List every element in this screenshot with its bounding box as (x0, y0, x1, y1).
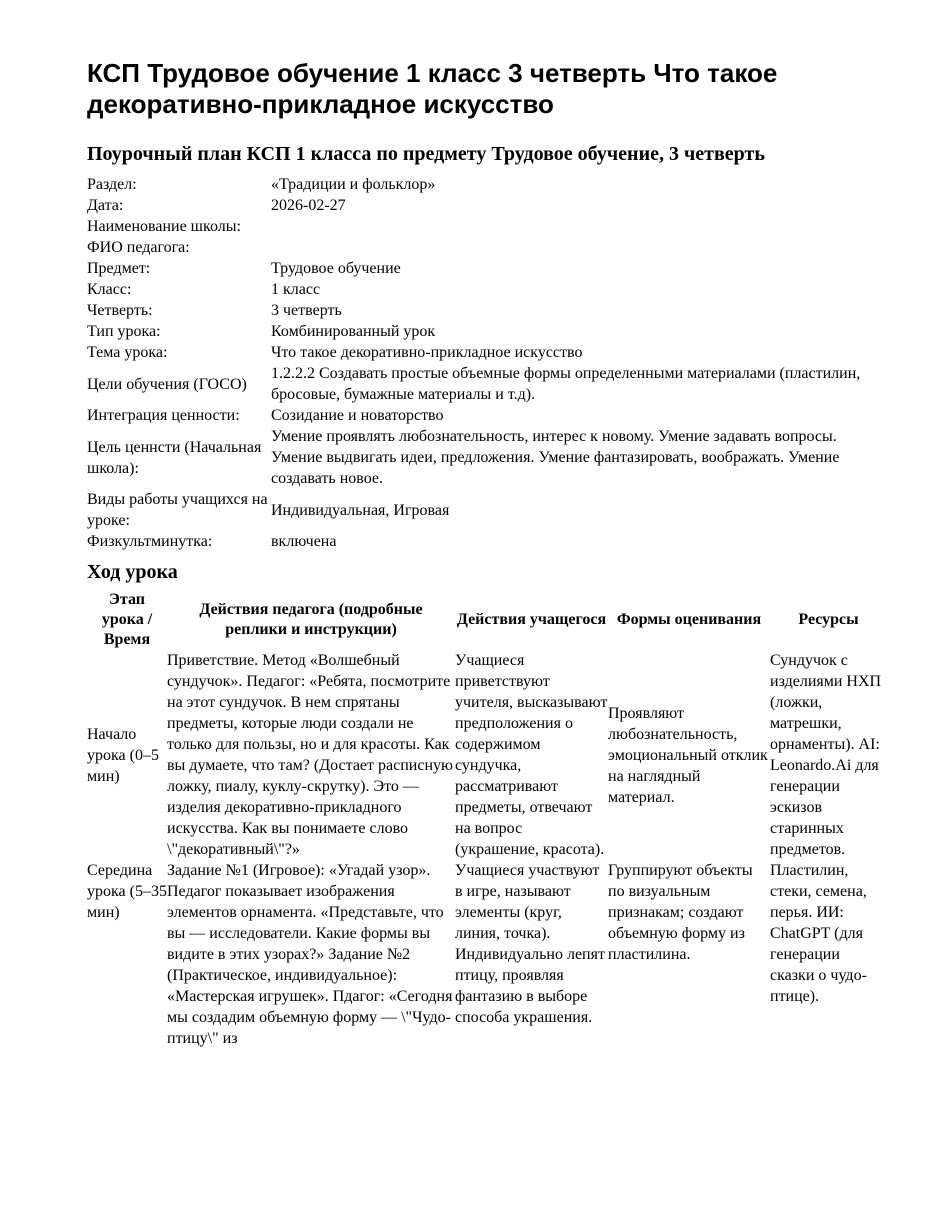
info-value: Трудовое обучение (271, 260, 401, 277)
info-row (87, 216, 861, 237)
lesson-progress-heading: Ход урока (87, 561, 178, 583)
plan-subtitle: Поурочный план КСП 1 класса по предмету Трудовое обучение, 3 четверть (87, 143, 765, 165)
assessment-cell: Проявляют любознательность, эмоциональный отклик на наглядный материал. (608, 704, 768, 806)
info-row (87, 342, 861, 363)
info-row (87, 405, 861, 426)
info-row (87, 321, 861, 342)
teacher-cell: Задание №1 (Игровое): «Угадай узор». Педагог показывает изображения элементов орнамента. «Представьте, что вы — исследователи. Какие формы вы видите в этих узорах?» Задание №2 (Практическое, индивидуальное): «Мастерская игрушек». Пдагог: «Сегодня мы создадим объемную форму — \"Чудо-птицу\" из (167, 862, 453, 1047)
header-assessment: Формы оценивания (616, 611, 762, 628)
info-key: Физкультминутка: (87, 533, 213, 550)
info-row (87, 531, 861, 552)
info-value (271, 216, 861, 237)
info-key: Тема урока: (87, 344, 168, 361)
student-cell: Учащиеся приветствуют учителя, высказывают предположения о содержимом сундучка, рассматривают предметы, отвечают на вопрос (украшение, красота). (455, 652, 608, 858)
info-key: Класс: (87, 281, 132, 298)
info-value: Индивидуальная, Игровая (271, 501, 450, 519)
info-row (87, 195, 861, 216)
table-header-row (87, 590, 887, 650)
document-title: КСП Трудовое обучение 1 класс 3 четверть Что такое декоративно-прикладное искусство (87, 58, 778, 119)
student-cell: Учащиеся участвуют в игре, называют элементы (круг, линия, точка). Индивидуально лепят птицу, проявляя фантазию в выборе способа украшения. (455, 862, 605, 1026)
info-value: Комбинированный урок (271, 323, 436, 340)
info-row (87, 426, 861, 489)
info-value: 1 класс (271, 281, 321, 298)
info-key: Четверть: (87, 302, 153, 319)
header-stage: Этап урока / Время (101, 591, 153, 648)
info-key: Наименование школы: (87, 218, 241, 235)
lesson-info-table (87, 174, 861, 552)
info-key: Тип урока: (87, 323, 161, 340)
info-key: Предмет: (87, 260, 151, 277)
info-key: Раздел: (87, 176, 137, 193)
table-row (87, 650, 887, 860)
info-key: Цель ценнсти (Начальная школа): (87, 438, 262, 477)
info-key: Цели обучения (ГОСО) (87, 375, 247, 393)
info-value: 3 четверть (271, 302, 342, 319)
info-row (87, 489, 861, 531)
info-row (87, 174, 861, 195)
info-key: Интеграция ценности: (87, 407, 240, 424)
info-value: Созидание и новаторство (271, 407, 444, 424)
info-row (87, 363, 861, 405)
table-row (87, 860, 887, 1049)
info-value: включена (271, 533, 337, 550)
info-value: 2026-02-27 (271, 197, 346, 214)
info-value (271, 237, 861, 258)
document-page (87, 58, 887, 1049)
header-student-actions: Действия учащегося (456, 611, 607, 628)
info-row (87, 237, 861, 258)
info-row (87, 300, 861, 321)
header-resources: Ресурсы (798, 611, 859, 628)
info-value: Что такое декоративно-прикладное искусство (271, 344, 583, 361)
info-key: ФИО педагога: (87, 239, 190, 256)
info-value: 1.2.2.2 Создавать простые объемные формы определенными материалами (пластилин, бросовые, бумажные материалы и т.д). (271, 365, 861, 403)
stage-cell: Середина урока (5–35 мин) (87, 862, 167, 921)
lesson-steps-table (87, 590, 887, 1049)
header-teacher-actions: Действия педагога (подробные реплики и инструкции) (199, 601, 423, 638)
info-value: Умение проявлять любознательность, интерес к новому. Умение задавать вопросы. Умение выдвигать идеи, предложения. Умение фантазировать, воображать. Умение создавать новое. (271, 428, 840, 487)
assessment-cell: Группируют объекты по визуальным признакам; создают объемную форму из пластилина. (608, 862, 753, 963)
resources-cell: Пластилин, стеки, семена, перья. ИИ: ChatGPT (для генерации сказки о чудо-птице). (770, 862, 867, 1005)
info-row (87, 279, 861, 300)
info-key: Виды работы учащихся на уроке: (87, 491, 268, 529)
stage-cell: Начало урока (0–5 мин) (87, 725, 159, 785)
info-value: «Традиции и фольклор» (271, 176, 436, 193)
teacher-cell: Приветствие. Метод «Волшебный сундучок». Педагог: «Ребята, посмотрите на этот сундучок. В нем спрятаны предметы, которые люди создали не только для пользы, но и для красоты. Как вы думаете, что там? (Достает расписную ложку, пиалу, куклу-скрутку). Это — изделия декоративно-прикладного искусства. Как вы понимаете слово \"декоративный\"?» (167, 652, 453, 858)
info-key: Дата: (87, 197, 124, 214)
info-row (87, 258, 861, 279)
resources-cell: Сундучок с изделиями НХП (ложки, матрешки, орнаменты). AI: Leonardo.Ai для генерации эскизов старинных предметов. (770, 652, 882, 858)
